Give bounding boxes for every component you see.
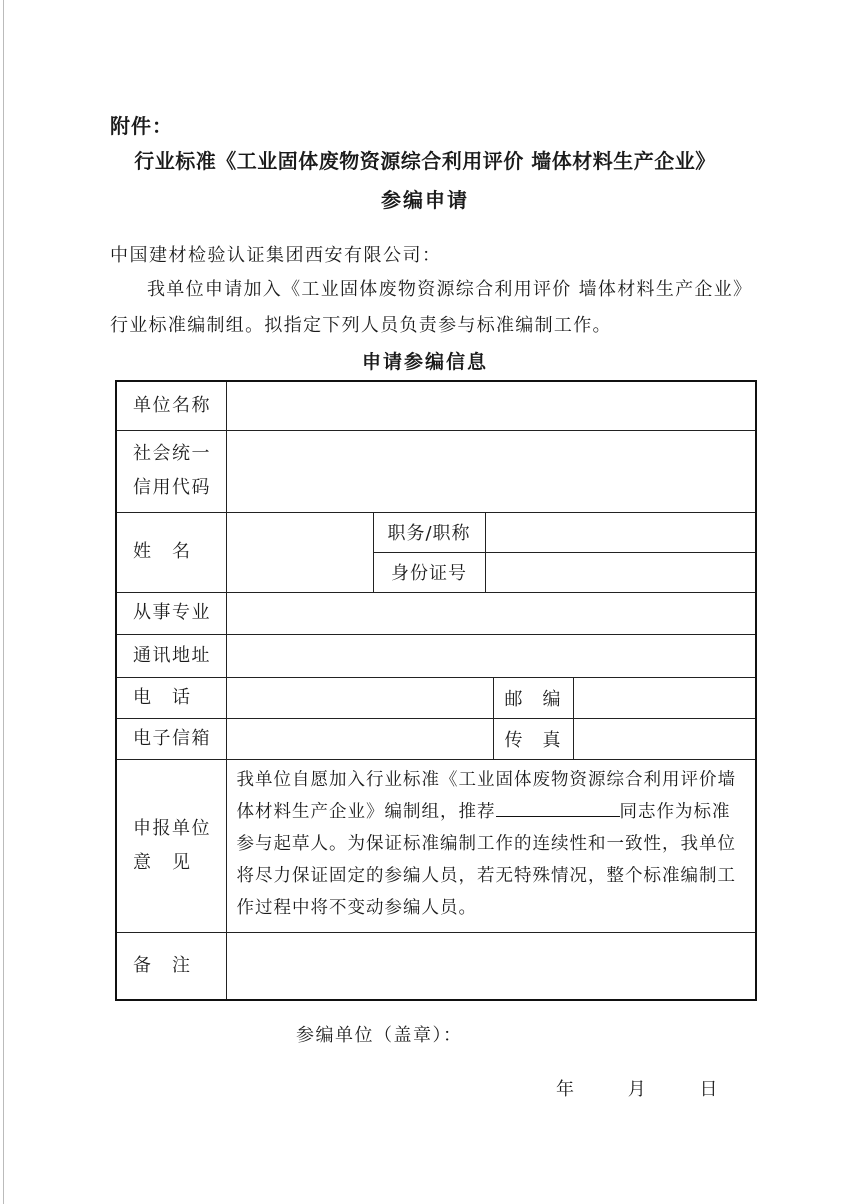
document-title: 行业标准《工业固体废物资源综合利用评价 墙体材料生产企业》: [134, 149, 716, 173]
major-label: 从事专业: [116, 592, 226, 634]
date-month: 月: [627, 1079, 646, 1100]
opinion-label: [116, 759, 226, 932]
credit-code-label: [116, 430, 226, 512]
opinion-label-line2: 意 见: [133, 851, 192, 873]
unit-name-label: 单位名称: [116, 381, 226, 430]
opinion-text: [226, 759, 756, 932]
phone-label: 电 话: [116, 677, 226, 718]
major-field[interactable]: [226, 592, 756, 634]
address-label: 通讯地址: [116, 634, 226, 677]
address-field[interactable]: [226, 634, 756, 677]
id-number-label: 身份证号: [373, 552, 485, 592]
name-field[interactable]: [226, 512, 373, 592]
application-form-table: [115, 380, 757, 1001]
name-label: 姓 名: [116, 512, 226, 592]
unit-name-field[interactable]: [226, 381, 756, 430]
email-field[interactable]: [226, 718, 493, 759]
fax-field[interactable]: [573, 718, 756, 759]
email-label: 电子信箱: [116, 718, 226, 759]
opinion-text-after: 同志作为标准参与起草人。为保证标准编制工作的连续性和一致性，我单位将尽力保证固定的参编人员，若无特殊情况，整个标准编制工作过程中将不变动参编人员。: [236, 801, 736, 918]
recommended-person-blank[interactable]: [496, 796, 620, 817]
id-number-field[interactable]: [485, 552, 756, 592]
credit-code-label-line2: 信用代码: [133, 477, 211, 498]
position-field[interactable]: [485, 512, 756, 552]
date-year: 年: [556, 1079, 574, 1100]
date-day: 日: [699, 1079, 718, 1100]
phone-field[interactable]: [226, 677, 493, 718]
page-edge-line: [3, 0, 4, 1204]
position-label: 职务/职称: [373, 512, 485, 552]
body-paragraph: 我单位申请加入《工业固体废物资源综合利用评价 墙体材料生产企业》行业标准编制组。拟指定下列人员负责参与标准编制工作。: [110, 279, 753, 336]
attachment-label: 附件：: [110, 114, 173, 138]
table-title: 申请参编信息: [361, 351, 488, 373]
fax-label: 传 真: [493, 718, 573, 759]
postcode-label: 邮 编: [493, 677, 573, 718]
postcode-field[interactable]: [573, 677, 756, 718]
seal-label: 参编单位（盖章）：: [296, 1025, 463, 1046]
date-line: [556, 1075, 717, 1101]
opinion-text-before: 我单位自愿加入行业标准《工业固体废物资源综合利用评价墙体材料生产企业》编制组，推荐: [236, 769, 736, 822]
credit-code-label-line1: 社会统一: [133, 443, 211, 464]
credit-code-field[interactable]: [226, 430, 756, 512]
addressee: 中国建材检验认证集团西安有限公司：: [110, 245, 442, 266]
document-subtitle: 参编申请: [381, 188, 469, 212]
remarks-label: 备 注: [116, 932, 226, 1000]
remarks-field[interactable]: [226, 932, 756, 1000]
opinion-label-line1: 申报单位: [133, 817, 211, 839]
